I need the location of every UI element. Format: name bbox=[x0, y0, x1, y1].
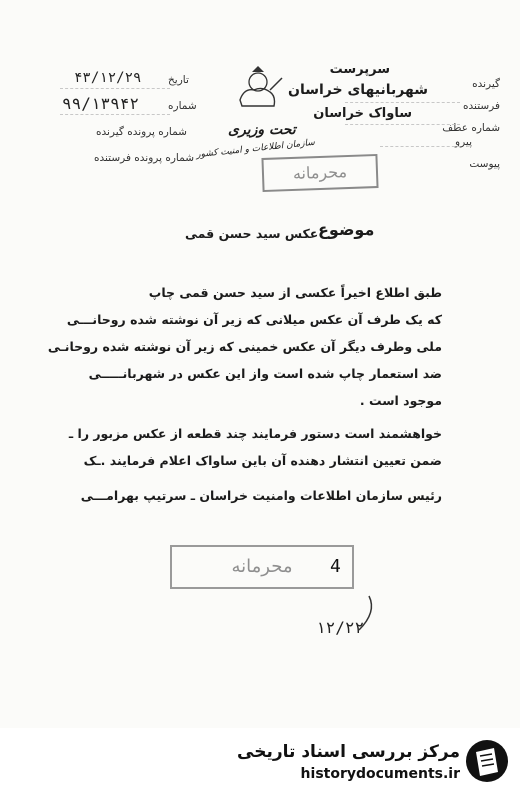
signature-line: رئیس سازمان اطلاعات وامنیت خراسان ـ سرتیپ بهرامـــی bbox=[80, 488, 442, 503]
confidential-stamp-top bbox=[261, 154, 378, 192]
emblem-text: تحت وزیری bbox=[228, 122, 296, 138]
lion-and-sun-emblem-icon bbox=[230, 66, 286, 114]
org-line-1: سرپرست bbox=[329, 62, 390, 77]
recipient-label: گیرنده bbox=[472, 78, 500, 90]
watermark-org: مرکز بررسی اسناد تاریخی bbox=[237, 742, 460, 762]
body-line-3: ملی وطرف دیگر آن عکس خمینی که زیر آن نوشته شده روحانـی bbox=[47, 339, 442, 354]
archive-logo-icon bbox=[464, 738, 510, 784]
handwritten-flourish-icon bbox=[355, 592, 385, 632]
sender-file-label: شماره پرونده فرستنده bbox=[94, 152, 194, 164]
number-label: شماره bbox=[168, 100, 197, 112]
watermark-bar bbox=[0, 728, 520, 792]
org-line-3: ساواک خراسان bbox=[313, 106, 412, 121]
body-line-5: موجود است . bbox=[359, 393, 442, 408]
attachments-label: پیوست bbox=[469, 158, 500, 170]
watermark-url: historydocuments.ir bbox=[300, 766, 460, 782]
date-value: ۴۳/۱۲/۲۹ bbox=[74, 70, 142, 86]
subject-label: موضوع bbox=[318, 220, 375, 239]
stamp-number: 4 bbox=[330, 556, 342, 577]
subject-value: عکس سید حسن قمی bbox=[185, 226, 319, 241]
number-value: ۹۹/۱۳۹۴۲ bbox=[62, 94, 140, 113]
request-line-1: خواهشمند است دستور فرمایند چند قطعه از عکس مزبور را ـ bbox=[68, 426, 442, 441]
sender-label: فرستنده bbox=[463, 100, 500, 112]
body-line-4: ضد استعمار چاپ شده است واز این عکس در شهربانـــــی bbox=[88, 366, 442, 381]
confidential-stamp-bottom-text: محرمانه bbox=[231, 556, 293, 577]
handwritten-note: ۱۲/۲۲ bbox=[316, 618, 365, 637]
date-label: تاریخ bbox=[168, 74, 189, 86]
recipient-file-label: شماره پرونده گیرنده bbox=[96, 126, 187, 138]
confidential-stamp-bottom bbox=[170, 545, 354, 589]
request-line-2: ضمن تعیین انتشار دهنده آن باین ساواک اعلام فرمایند .ـک bbox=[83, 453, 442, 468]
emblem-subtext: سازمان اطلاعات و امنیت کشور bbox=[195, 137, 316, 161]
org-line-2: شهربانیهای خراسان bbox=[288, 82, 428, 98]
ref-followup-label: پیرو bbox=[455, 136, 472, 148]
body-line-1: طبق اطلاع اخیراً عکسی از سید حسن قمی چاپ bbox=[148, 285, 442, 300]
confidential-stamp-top-text: محرمانه bbox=[292, 162, 348, 183]
ref-number-label: شماره عطف bbox=[442, 122, 500, 134]
body-line-2: که یک طرف آن عکس میلانی که زیر آن نوشته شده روحانـــی bbox=[66, 312, 442, 327]
